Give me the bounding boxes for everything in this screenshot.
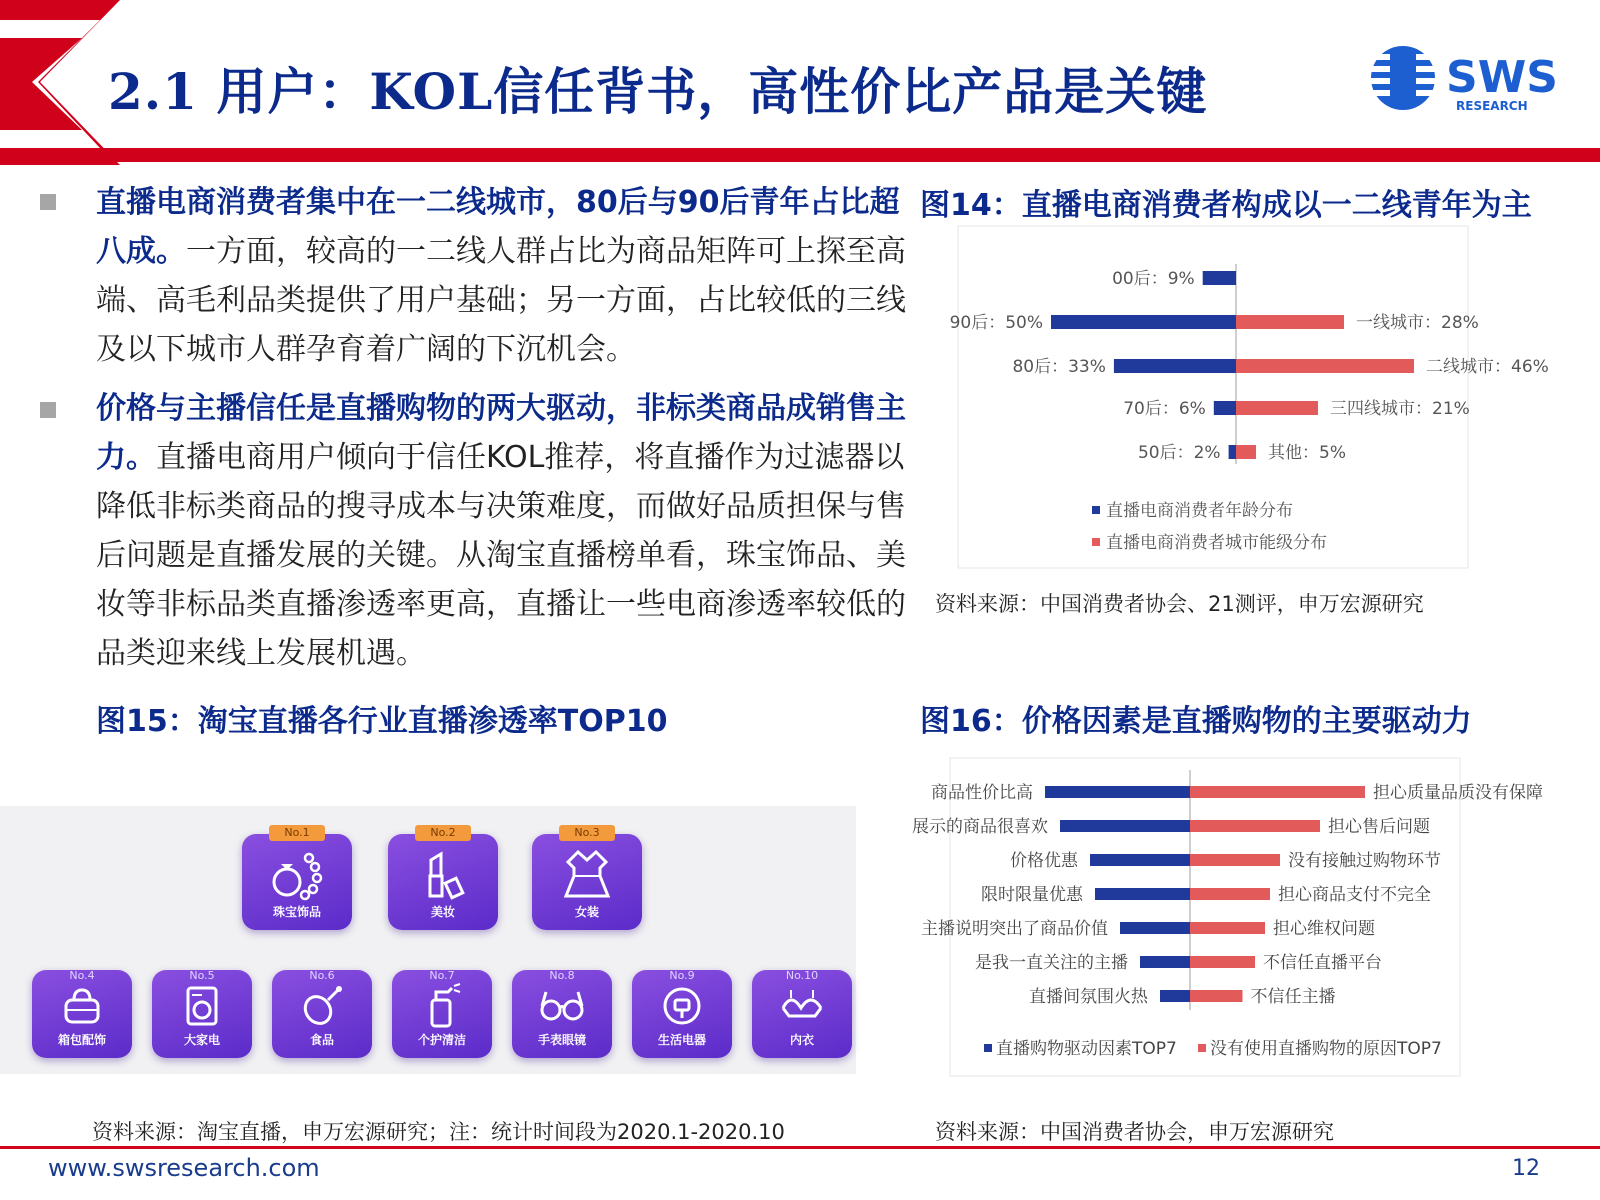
fig14-chart xyxy=(940,226,1549,572)
bag-icon xyxy=(60,986,104,1026)
fig15-badge: No.10 xyxy=(785,969,819,982)
logo-text: SWS xyxy=(1446,52,1558,103)
fig16-legend-swatch-drivers xyxy=(984,1044,992,1052)
fig15-tile-7 xyxy=(392,970,492,1058)
fig14-legend-age: 直播电商消费者年龄分布 xyxy=(1106,501,1293,521)
page-number: 12 xyxy=(1512,1156,1540,1181)
fig14-label-city: 一线城市：28% xyxy=(1356,313,1479,333)
fig16-label-reason: 不信任直播平台 xyxy=(1263,953,1382,973)
fig15-tile-label: 大家电 xyxy=(183,1033,220,1047)
drumstick-icon xyxy=(300,984,344,1028)
fig16-label-driver: 展示的商品很喜欢 xyxy=(912,817,1048,837)
fig16-label-driver: 是我一直关注的主播 xyxy=(975,953,1128,973)
fig16-label-reason: 担心维权问题 xyxy=(1273,919,1375,939)
fig15-tile-label: 食品 xyxy=(309,1033,334,1047)
fig14-label-age: 50后：2% xyxy=(1137,443,1221,463)
fig15-badge: No.4 xyxy=(69,969,95,982)
fig16-frame xyxy=(950,758,1460,1076)
fig16-legend-drivers: 直播购物驱动因素TOP7 xyxy=(996,1039,1177,1059)
fig15-badge: No.5 xyxy=(189,969,215,982)
fig16-bar-reason xyxy=(1190,956,1255,968)
fig16-label-reason: 没有接触过购物环节 xyxy=(1288,851,1441,871)
fig14-label-age: 00后：9% xyxy=(1112,269,1195,289)
bullet-paragraph-2 xyxy=(96,384,908,678)
fig16-label-reason: 不信任主播 xyxy=(1250,987,1336,1007)
plug-icon xyxy=(660,984,704,1028)
fig14-legend-swatch-city xyxy=(1092,538,1100,546)
fig15-tile-8 xyxy=(512,970,612,1058)
fig15-source: 资料来源：淘宝直播，申万宏源研究；注：统计时间段为2020.1-2020.10 xyxy=(92,1120,785,1144)
fig14-source: 资料来源：中国消费者协会、21测评，申万宏源研究 xyxy=(935,592,1424,616)
page-title: 2.1 用户：KOL信任背书，高性价比产品是关键 xyxy=(108,62,1208,121)
fig15-tile-3 xyxy=(532,826,642,930)
glasses-icon xyxy=(538,988,586,1024)
dress-icon xyxy=(560,848,614,902)
fig16-bar-driver xyxy=(1060,820,1190,832)
fig16-bar-reason xyxy=(1190,820,1320,832)
fig16-bar-driver xyxy=(1140,956,1190,968)
fig14-label-age: 80后：33% xyxy=(1012,357,1106,377)
fig15-badge: No.7 xyxy=(429,969,455,982)
fig14-legend-swatch-age xyxy=(1092,506,1100,514)
fig14-bar-city xyxy=(1236,445,1256,459)
fig15-badge: No.8 xyxy=(549,969,575,982)
fig15-tile-1 xyxy=(242,826,352,930)
fig16-label-reason: 担心质量品质没有保障 xyxy=(1373,783,1543,803)
fig16-label-driver: 主播说明突出了商品价值 xyxy=(921,919,1108,939)
fig16-bar-driver xyxy=(1160,990,1190,1002)
fig14-bar-age xyxy=(1203,271,1236,285)
fig16-bar-reason xyxy=(1190,854,1280,866)
fig16-bar-driver xyxy=(1095,888,1190,900)
fig15-title: 图15：淘宝直播各行业直播渗透率TOP10 xyxy=(96,704,668,739)
fig14-bar-city xyxy=(1236,359,1414,373)
fig14-label-city: 二线城市：46% xyxy=(1426,357,1549,377)
fig15-tile-4 xyxy=(32,970,132,1058)
fig15-tile-label: 箱包配饰 xyxy=(57,1033,106,1047)
fig16-bar-driver xyxy=(1090,854,1190,866)
jewelry-icon xyxy=(267,850,327,900)
fig15-tile-label: 生活电器 xyxy=(657,1033,706,1047)
fig15-tile-10 xyxy=(752,970,852,1058)
fig16-bar-driver xyxy=(1120,922,1190,934)
fig16-label-reason: 担心商品支付不完全 xyxy=(1278,885,1431,905)
fig15-badge: No.1 xyxy=(269,825,325,841)
fig14-bar-age xyxy=(1214,401,1236,415)
fig16-label-reason: 担心售后问题 xyxy=(1328,817,1430,837)
fig16-chart xyxy=(880,758,1580,1078)
fig15-badge: No.6 xyxy=(309,969,335,982)
fig16-legend-reasons: 没有使用直播购物的原因TOP7 xyxy=(1210,1039,1442,1059)
fig14-bar-age xyxy=(1051,315,1236,329)
fig15-tile-6 xyxy=(272,970,372,1058)
fig16-bar-reason xyxy=(1190,786,1365,798)
fig16-bar-reason xyxy=(1190,888,1270,900)
fig15-tile-2 xyxy=(388,826,498,930)
fig15-badge: No.3 xyxy=(559,825,615,841)
fig15-tile-label: 手表眼镜 xyxy=(537,1033,586,1047)
fig16-label-driver: 直播间氛围火热 xyxy=(1029,987,1148,1007)
fig15-tile-5 xyxy=(152,970,252,1058)
bullet-2-text: 直播电商用户倾向于信任KOL推荐，将直播作为过滤器以降低非标类商品的搜寻成本与决策难度，而做好品质担保与售后问题是直播发展的关键。从淘宝直播榜单看，珠宝饰品、美妆等非标品类直播渗透率更高，直播让一些电商渗透率较低的品类迎来线上发展机遇。 xyxy=(96,440,906,671)
fig16-legend-swatch-reasons xyxy=(1198,1044,1206,1052)
fig16-label-driver: 限时限量优惠 xyxy=(981,885,1083,905)
fig16-label-driver: 价格优惠 xyxy=(1010,851,1078,871)
fig15-tile-label: 女装 xyxy=(574,905,599,919)
washing-machine-icon xyxy=(182,984,222,1028)
fig15-tile-label: 美妆 xyxy=(430,905,455,919)
fig15-badge: No.9 xyxy=(669,969,695,982)
fig16-label-driver: 商品性价比高 xyxy=(931,783,1033,803)
fig14-bar-city xyxy=(1236,315,1344,329)
fig14-label-city: 其他：5% xyxy=(1268,443,1346,463)
fig16-bar-reason xyxy=(1190,990,1243,1002)
bullet-paragraph-1 xyxy=(96,178,908,374)
footer-url[interactable]: www.swsresearch.com xyxy=(48,1154,320,1182)
fig16-title: 图16：价格因素是直播购物的主要驱动力 xyxy=(920,704,1472,739)
lipstick-icon xyxy=(418,850,468,900)
fig14-bar-age xyxy=(1114,359,1236,373)
fig15-tile-label: 珠宝饰品 xyxy=(272,905,321,919)
fig14-title: 图14：直播电商消费者构成以一二线青年为主 xyxy=(920,188,1532,223)
bullet-marker xyxy=(40,402,56,418)
fig16-source: 资料来源：中国消费者协会，申万宏源研究 xyxy=(935,1120,1334,1144)
logo-sub: RESEARCH xyxy=(1456,99,1528,113)
sws-logo xyxy=(1368,40,1568,120)
fig15-tile-label: 个护清洁 xyxy=(417,1033,466,1047)
fig14-label-age: 90后：50% xyxy=(949,313,1043,333)
fig14-label-age: 70后：6% xyxy=(1123,399,1206,419)
fig16-bar-driver xyxy=(1045,786,1190,798)
bullet-1-text: 一方面，较高的一二线人群占比为商品矩阵可上探至高端、高毛利品类提供了用户基础；另一方面，占比较低的三线及以下城市人群孕育着广阔的下沉机会。 xyxy=(96,234,906,367)
bullet-2-bold: 价格与主播信任是直播购物的两大驱动，非标类商品成销售主力。 xyxy=(96,391,906,475)
header-underline xyxy=(38,148,1600,162)
fig15-badge: No.2 xyxy=(415,825,471,841)
fig15-tile-label: 内衣 xyxy=(789,1033,814,1047)
fig14-bar-city xyxy=(1236,401,1318,415)
fig14-bar-age xyxy=(1229,445,1236,459)
fig14-label-city: 三四线城市：21% xyxy=(1330,399,1470,419)
bullet-1-bold: 直播电商消费者集中在一二线城市，80后与90后青年占比超八成。 xyxy=(96,185,900,269)
fig15-tile-9 xyxy=(632,970,732,1058)
fig15-image xyxy=(0,806,856,1074)
footer-divider xyxy=(0,1146,1600,1149)
fig14-legend-city: 直播电商消费者城市能级分布 xyxy=(1106,533,1327,553)
bullet-marker xyxy=(40,194,56,210)
spray-bottle-icon xyxy=(422,982,462,1028)
bra-icon xyxy=(779,986,825,1026)
fig16-bar-reason xyxy=(1190,922,1265,934)
